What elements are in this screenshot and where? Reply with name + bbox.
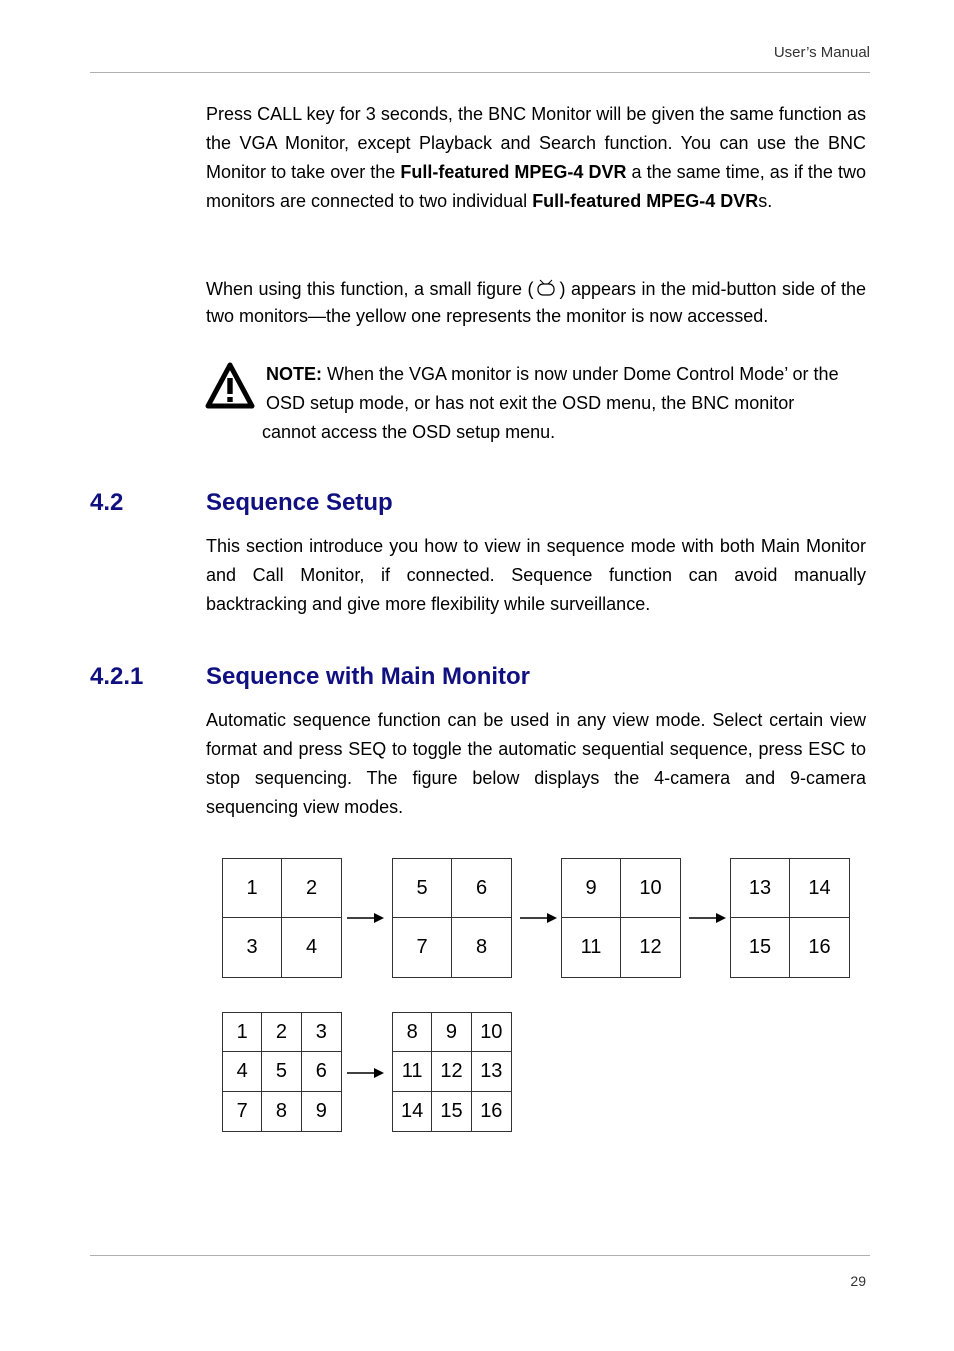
camera-cell: 5 bbox=[393, 859, 452, 918]
nine-view-2 bbox=[392, 1012, 512, 1132]
camera-cell: 12 bbox=[639, 936, 662, 958]
camera-cell: 3 bbox=[223, 918, 282, 977]
camera-cell: 11 bbox=[562, 918, 621, 977]
camera-cell: 8 bbox=[262, 1092, 301, 1131]
subsection-title: Sequence with Main Monitor bbox=[206, 663, 531, 690]
arrow-right-icon bbox=[688, 912, 728, 924]
section-body: This section introduce you how to view in sequence mode with both Main Monitor and Call Monitor, if connected. Sequence function can avoid manually backtracking and give more flexibility while surveillance. bbox=[206, 536, 866, 614]
camera-cell: 10 bbox=[621, 859, 680, 918]
camera-cell: 9 bbox=[432, 1013, 471, 1052]
page-number: 29 bbox=[850, 1273, 866, 1289]
header-title: User’s Manual bbox=[773, 44, 870, 61]
camera-cell: 3 bbox=[302, 1013, 341, 1052]
subsection-body: Automatic sequence function can be used in any view mode. Select certain view format and press SEQ to toggle the automatic sequential sequence, press ESC to stop sequencing. The figure below displays the 4-camera and 9-camera sequencing view modes. bbox=[206, 710, 866, 817]
quad-view-3 bbox=[561, 858, 681, 978]
camera-cell: 15 bbox=[432, 1092, 471, 1131]
camera-cell: 5 bbox=[262, 1052, 301, 1091]
figure-paragraph bbox=[206, 276, 866, 330]
quad-view-1 bbox=[222, 858, 342, 978]
camera-cell: 4 bbox=[305, 936, 318, 958]
note-line: OSD setup mode, or has not exit the OSD menu, the BNC monitor bbox=[266, 393, 795, 413]
text-run: s. bbox=[758, 191, 773, 211]
camera-cell: 1 bbox=[223, 859, 282, 918]
arrow-right-icon bbox=[519, 912, 559, 924]
camera-cell: 14 bbox=[790, 859, 849, 918]
text-run: Press CALL key for 3 seconds, the BNC Monitor will be given the same function as the VGA Monitor, except Playback and Search function. You can use the BNC Monitor to take over the bbox=[206, 104, 866, 182]
camera-cell: 13 bbox=[731, 859, 790, 918]
footer-rule bbox=[90, 1255, 870, 1256]
camera-cell: 16 bbox=[480, 1099, 503, 1122]
section-title: Sequence Setup bbox=[206, 489, 393, 516]
product-name: Full-featured MPEG-4 DVR bbox=[532, 191, 759, 211]
camera-cell: 7 bbox=[393, 918, 452, 977]
text-run: When the VGA monitor is now under Dome Control Mode’ or the bbox=[322, 364, 839, 384]
section-number: 4.2 bbox=[90, 489, 124, 516]
quad-view-2 bbox=[392, 858, 512, 978]
subsection-number: 4.2.1 bbox=[90, 663, 144, 690]
arrow-right-icon bbox=[346, 912, 386, 924]
note-label: NOTE: bbox=[266, 364, 322, 384]
note-text bbox=[264, 360, 888, 447]
camera-cell: 13 bbox=[472, 1052, 511, 1091]
camera-cell: 10 bbox=[472, 1013, 511, 1052]
header-rule bbox=[90, 72, 870, 73]
monitor-figure-icon bbox=[535, 279, 557, 297]
camera-cell: 8 bbox=[393, 1013, 432, 1052]
product-name: Full-featured MPEG-4 DVR bbox=[400, 162, 627, 182]
text-run: When using this function, a small figure ( bbox=[206, 279, 534, 299]
arrow-right-icon bbox=[346, 1067, 386, 1079]
camera-cell: 9 bbox=[562, 859, 621, 918]
camera-cell: 9 bbox=[315, 1099, 327, 1122]
note-line: cannot access the OSD setup menu. bbox=[262, 422, 556, 442]
camera-cell: 6 bbox=[452, 859, 511, 918]
camera-cell: 11 bbox=[393, 1052, 432, 1091]
intro-paragraph bbox=[206, 100, 866, 216]
camera-cell: 4 bbox=[223, 1052, 262, 1091]
camera-cell: 7 bbox=[223, 1092, 262, 1131]
camera-cell: 6 bbox=[302, 1052, 341, 1091]
camera-cell: 16 bbox=[808, 936, 831, 958]
nine-view-1 bbox=[222, 1012, 342, 1132]
warning-icon bbox=[205, 362, 255, 410]
camera-cell: 1 bbox=[223, 1013, 262, 1052]
camera-cell: 2 bbox=[262, 1013, 301, 1052]
camera-cell: 2 bbox=[282, 859, 341, 918]
note-line bbox=[264, 360, 888, 389]
camera-cell: 14 bbox=[393, 1092, 432, 1131]
text-run: ) appears in the mid-button side of the two monitors—the yellow one represents the monitor is now accessed. bbox=[206, 279, 866, 326]
camera-cell: 15 bbox=[731, 918, 790, 977]
text-run: a the same time, as if the two monitors are connected to two individual bbox=[206, 162, 866, 211]
camera-cell: 12 bbox=[432, 1052, 471, 1091]
camera-cell: 8 bbox=[475, 936, 488, 958]
quad-view-4 bbox=[730, 858, 850, 978]
